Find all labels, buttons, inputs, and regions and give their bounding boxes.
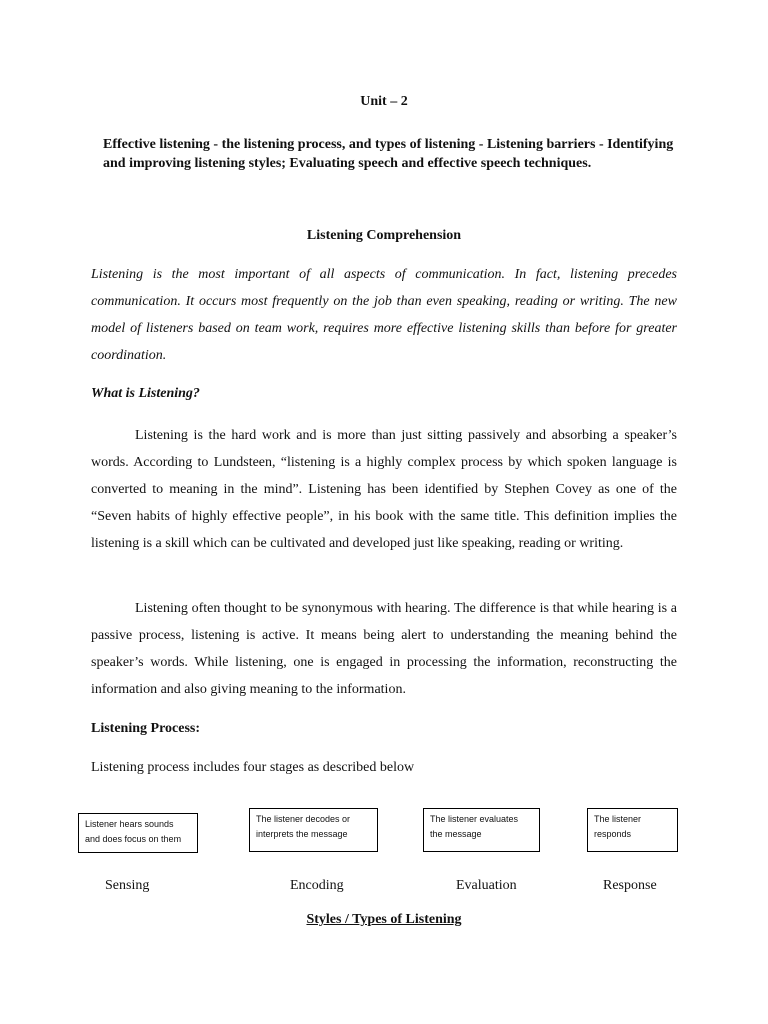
process-intro: Listening process includes four stages as described below [91, 760, 415, 775]
definition-paragraph-text: Listening is the hard work and is more than just sitting passively and absorbing a speaker’s words. According to Lundsteen, “listening is a highly complex process by which spoken language is converted to meaning in the mind”. Listening has been identified by Stephen Covey as one of the “Seven habits of highly effective people”, in his book with the same title. This definition implies the listening is a skill which can be cultivated and developed just like speaking, reading or writing. [91, 428, 677, 551]
intro-paragraph [91, 261, 677, 369]
stage-label-encoding: Encoding [290, 878, 344, 893]
process-heading: Listening Process: [91, 721, 201, 736]
question-heading: What is Listening? [91, 386, 200, 401]
stage-label-evaluation: Evaluation [456, 878, 517, 893]
definition-paragraph [91, 422, 677, 557]
stage-label-response: Response [603, 878, 657, 893]
unit-title: Unit – 2 [360, 94, 408, 109]
unit-intro: Effective listening - the listening process, and types of listening - Listening barriers - Identifying and improving listening styles; Evaluating speech and effective speech techniques. [103, 137, 674, 171]
stage-box-encoding: The listener decodes or interprets the message [249, 808, 378, 852]
hearing-paragraph [91, 595, 677, 703]
stage-box-response: The listener responds [587, 808, 678, 852]
stage-label-sensing: Sensing [105, 878, 150, 893]
intro-paragraph-text: Listening is the most important of all aspects of communication. In fact, listening precedes communication. It occurs most frequently on the job than even speaking, reading or writing. The new model of listeners based on team work, requires more effective listening skills than before for greater coordination. [91, 267, 677, 363]
stage-box-evaluation: The listener evaluates the message [423, 808, 540, 852]
stage-box-sensing: Listener hears sounds and does focus on them [78, 813, 198, 853]
section-heading: Listening Comprehension [306, 228, 462, 243]
styles-heading: Styles / Types of Listening [306, 912, 462, 927]
hearing-paragraph-text: Listening often thought to be synonymous with hearing. The difference is that while hearing is a passive process, listening is active. It means being alert to understanding the meaning behind the speaker’s words. While listening, one is engaged in processing the information, reconstructing the information and also giving meaning to the information. [91, 601, 677, 697]
